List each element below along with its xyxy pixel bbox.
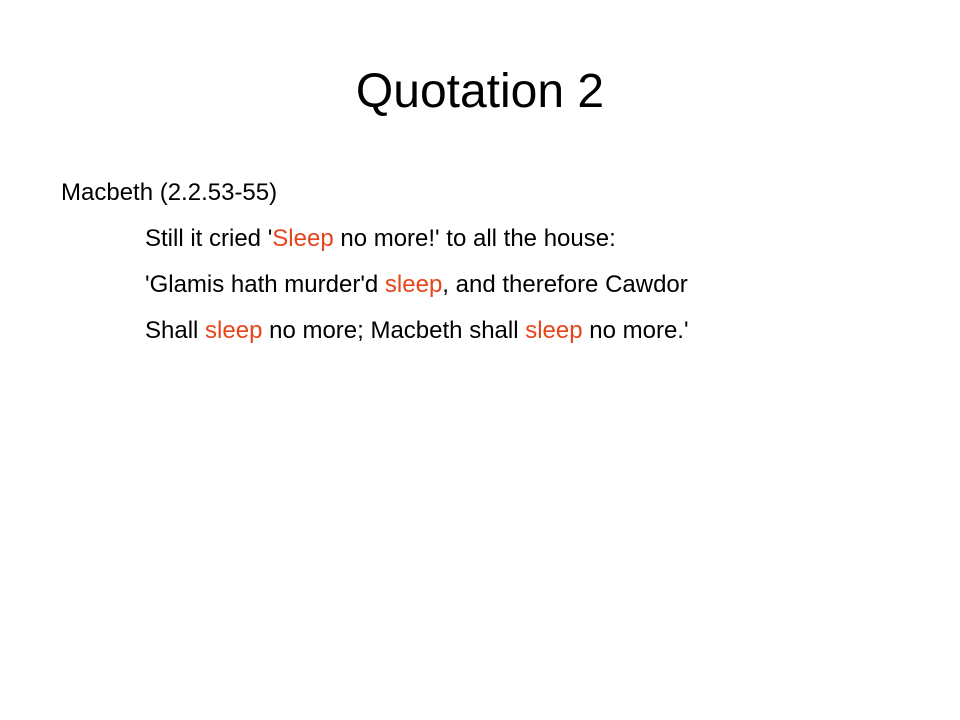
quote-text: Still it cried ' bbox=[145, 225, 273, 252]
highlighted-word: sleep bbox=[384, 271, 443, 298]
quote-line bbox=[61, 308, 941, 354]
quote-text: no more!' to all the house: bbox=[333, 225, 616, 252]
quote-block bbox=[61, 216, 941, 354]
citation: Macbeth (2.2.53-55) bbox=[61, 179, 278, 206]
highlighted-word: sleep bbox=[205, 317, 263, 344]
quote-text: , and therefore Cawdor bbox=[442, 271, 688, 298]
quote-text: no more; Macbeth shall bbox=[262, 317, 526, 344]
quote-line bbox=[61, 216, 941, 262]
slide-body bbox=[61, 170, 941, 354]
quote-line bbox=[61, 262, 941, 308]
slide-title: Quotation 2 bbox=[355, 65, 605, 118]
quote-text: no more.' bbox=[582, 317, 689, 344]
quote-text: Shall bbox=[145, 317, 206, 344]
highlighted-word: sleep bbox=[525, 317, 583, 344]
quote-text: 'Glamis hath murder'd bbox=[145, 271, 385, 298]
highlighted-word: Sleep bbox=[272, 225, 334, 252]
